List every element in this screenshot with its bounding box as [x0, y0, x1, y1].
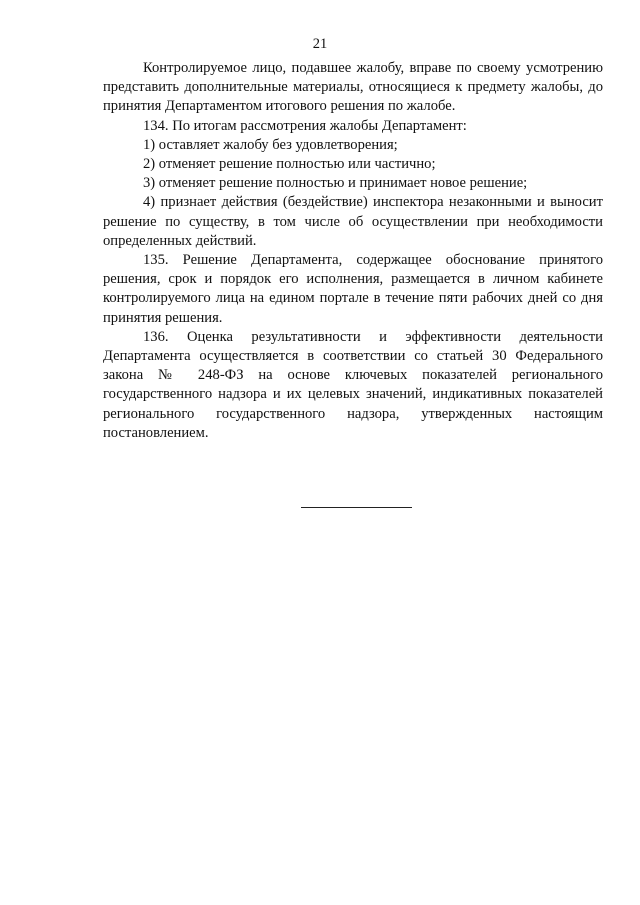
- page-number: 21: [312, 36, 328, 52]
- document-body: [103, 59, 603, 443]
- end-divider-line: [301, 507, 412, 508]
- list-item-1: 1) оставляет жалобу без удовлетворения;: [143, 136, 398, 153]
- paragraph-134: 134. По итогам рассмотрения жалобы Департамент:: [143, 117, 467, 134]
- list-item-2: 2) отменяет решение полностью или частично;: [143, 156, 436, 173]
- paragraph-135: 135. Решение Департамента, содержащее обоснование принятого решения, срок и порядок его исполнения, размещается в личном кабинете контролируемого лица на едином портале в течение пяти рабочих дней со дня принятия решения.: [103, 252, 603, 326]
- list-item-3: 3) отменяет решение полностью и принимает новое решение;: [143, 175, 528, 192]
- paragraph-136: 136. Оценка результативности и эффективности деятельности Департамента осуществляется в соответствии со статьей 30 Федерального закона № 248-ФЗ на основе ключевых показателей регионального государственного надзора и их целевых значений, индикативных показателей регионального государственного надзора, утвержденных настоящим постановлением.: [103, 328, 603, 441]
- paragraph-complaint-materials: Контролируемое лицо, подавшее жалобу, вправе по своему усмотрению представить дополнительные материалы, относящиеся к предмету жалобы, до принятия Департаментом итогового решения по жалобе.: [103, 60, 603, 115]
- list-item-4: 4) признает действия (бездействие) инспектора незаконными и выносит решение по существу, в том числе об осуществлении при необходимости определенных действий.: [103, 194, 603, 249]
